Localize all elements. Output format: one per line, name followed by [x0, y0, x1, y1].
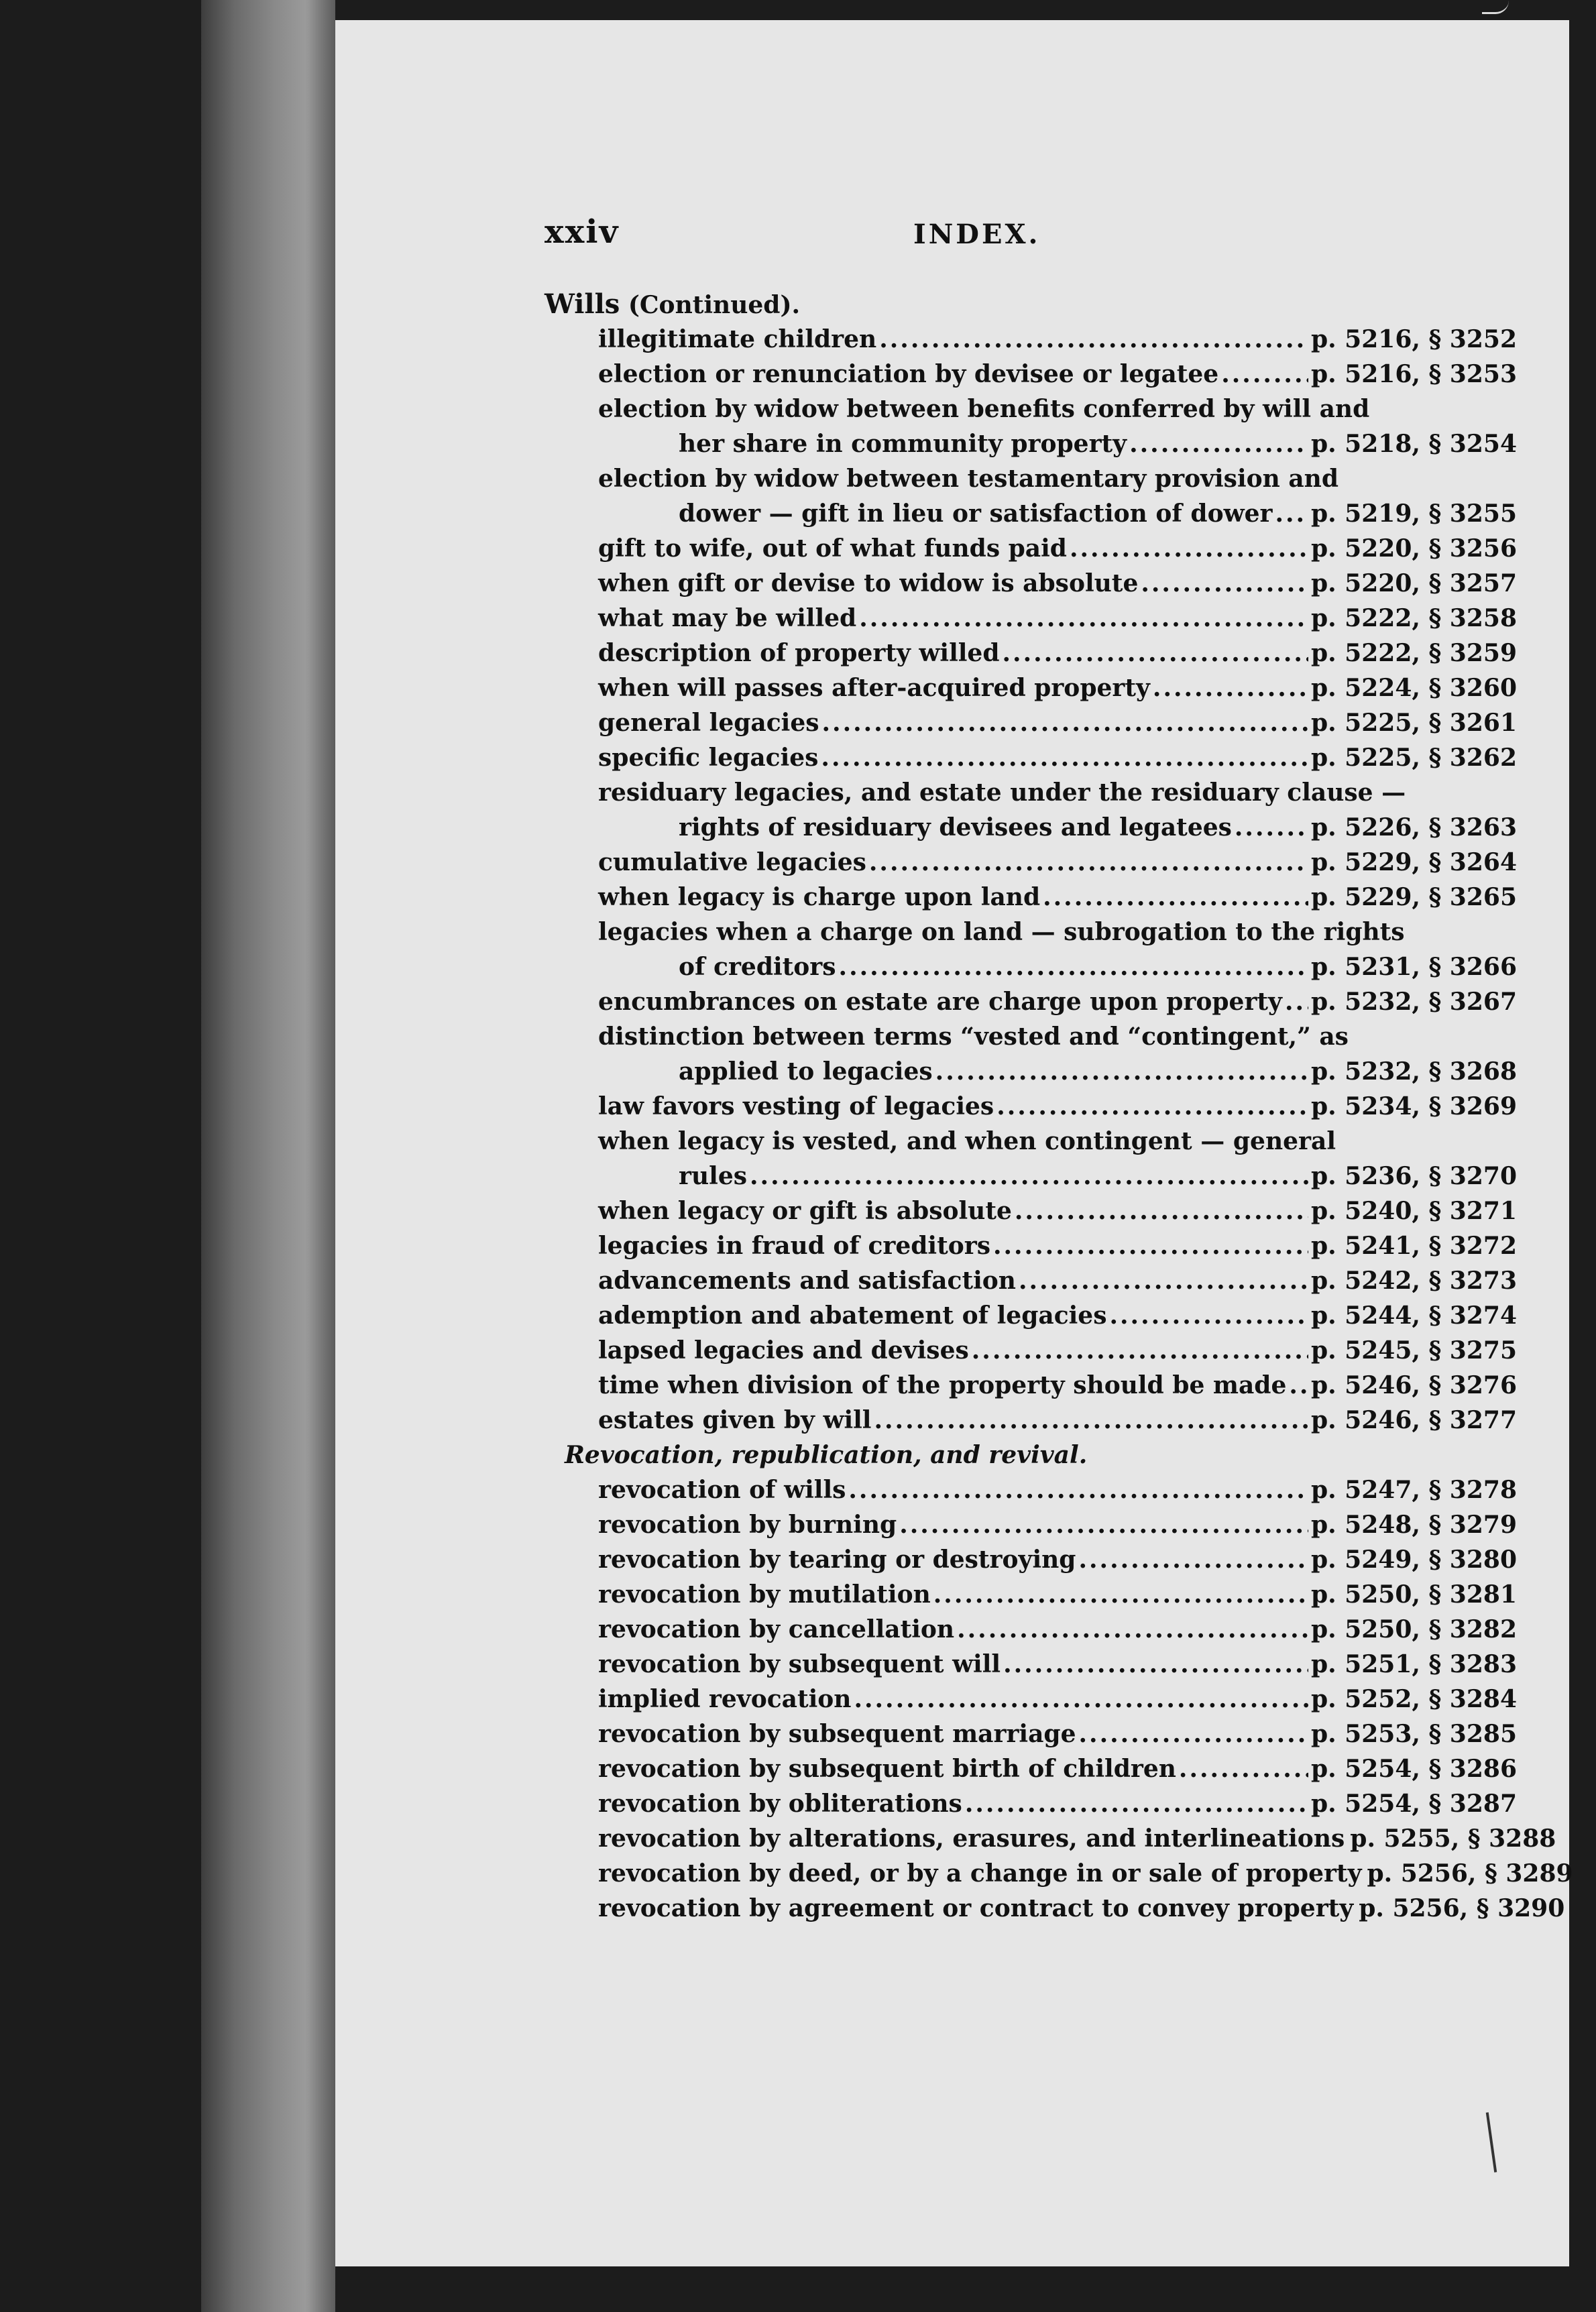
index-entry — [545, 322, 1517, 357]
entry-group-e — [545, 1089, 1517, 1124]
entry-text: when legacy or gift is absolute — [598, 1197, 1012, 1225]
dot-leader — [1285, 984, 1308, 1019]
page-number: xxiv — [545, 213, 620, 251]
index-entry — [545, 1682, 1517, 1717]
entry-line2 — [598, 1159, 1517, 1194]
index-entry — [545, 1577, 1517, 1612]
entry-line2 — [598, 949, 1517, 984]
index-entry — [545, 1403, 1517, 1438]
entry-text: revocation by mutilation — [598, 1580, 931, 1609]
entry-page-ref: p. 5222, § 3258 — [1310, 604, 1517, 632]
index-entry-multiline — [545, 461, 1517, 531]
entry-page-ref: p. 5225, § 3261 — [1310, 709, 1517, 737]
dot-leader — [839, 949, 1308, 984]
entry-page-ref: p. 5248, § 3279 — [1310, 1511, 1517, 1539]
index-entry-multiline — [545, 1124, 1517, 1194]
entry-page-ref: p. 5229, § 3264 — [1310, 848, 1517, 876]
index-entry — [545, 357, 1517, 392]
entry-page-ref: p. 5226, § 3263 — [1310, 813, 1517, 842]
heading-main: Wills — [545, 288, 620, 320]
entry-text: lapsed legacies and devises — [598, 1336, 969, 1365]
entry-text-line2: rights of residuary devisees and legatees — [679, 813, 1232, 842]
index-entry — [545, 601, 1517, 636]
entry-text-line1: residuary legacies, and estate under the residuary clause — — [598, 778, 1406, 807]
entry-text: illegitimate children — [598, 325, 877, 353]
index-entry — [545, 1647, 1517, 1682]
entry-group-c — [545, 845, 1517, 915]
entry-group-a — [545, 322, 1517, 392]
dot-leader — [957, 1612, 1308, 1647]
dot-leader — [1003, 1647, 1308, 1682]
index-entry — [545, 740, 1517, 775]
entry-text: ademption and abatement of legacies — [598, 1302, 1107, 1330]
entry-page-ref: p. 5245, § 3275 — [1310, 1336, 1517, 1365]
heading-continued: (Continued). — [628, 291, 801, 319]
entry-text-line1: legacies when a charge on land — subrogation to the rights — [598, 918, 1405, 946]
dot-leader — [1070, 531, 1308, 566]
index-entry — [545, 1891, 1565, 1926]
entry-page-ref: p. 5256, § 3290 — [1359, 1894, 1565, 1922]
entry-group-d — [545, 984, 1517, 1019]
entry-group-b — [545, 531, 1517, 775]
entry-text: cumulative legacies — [598, 848, 866, 876]
index-entry — [545, 880, 1517, 915]
entry-text: revocation by subsequent marriage — [598, 1720, 1076, 1748]
entry-text: when gift or devise to widow is absolute — [598, 569, 1139, 597]
index-entry — [545, 566, 1517, 601]
entry-page-ref: p. 5254, § 3286 — [1310, 1755, 1517, 1783]
entry-text: specific legacies — [598, 744, 819, 772]
index-entry — [545, 1751, 1517, 1786]
entry-page-ref: p. 5218, § 3254 — [1310, 430, 1517, 458]
entry-text-line1: election by widow between benefits conferred by will and — [598, 395, 1370, 423]
entry-text-line2: rules — [679, 1162, 747, 1190]
dot-leader — [848, 1472, 1308, 1507]
dot-leader — [965, 1786, 1308, 1821]
page-corner-mark — [1482, 0, 1509, 14]
entry-group-f — [545, 1194, 1517, 1438]
entry-page-ref: p. 5220, § 3256 — [1310, 534, 1517, 563]
entry-text: what may be willed — [598, 604, 857, 632]
entry-text: revocation by alterations, erasures, and interlineations — [598, 1825, 1345, 1853]
index-heading — [545, 287, 1517, 322]
index-entry — [545, 1089, 1517, 1124]
index-entry — [545, 1298, 1517, 1333]
index-subheading: Revocation, republication, and revival. — [565, 1441, 1088, 1469]
entry-line2 — [598, 810, 1517, 845]
entry-line2 — [598, 1054, 1517, 1089]
entry-page-ref: p. 5216, § 3253 — [1310, 360, 1517, 388]
dot-leader — [1109, 1298, 1308, 1333]
entry-text: revocation by agreement or contract to convey property — [598, 1894, 1354, 1922]
index-entry — [545, 1228, 1517, 1263]
dot-leader — [854, 1682, 1308, 1717]
dot-leader — [935, 1054, 1308, 1089]
entry-text: estates given by will — [598, 1406, 872, 1434]
entry-page-ref: p. 5234, § 3269 — [1310, 1092, 1517, 1120]
entry-text: when legacy is charge upon land — [598, 883, 1041, 911]
dot-leader — [1153, 671, 1308, 705]
index-entry — [545, 1717, 1517, 1751]
entry-page-ref: p. 5232, § 3268 — [1310, 1057, 1517, 1086]
entry-page-ref: p. 5236, § 3270 — [1310, 1162, 1517, 1190]
entry-text: election or renunciation by devisee or legatee — [598, 360, 1219, 388]
dot-leader — [1003, 636, 1308, 671]
index-entry — [545, 671, 1517, 705]
entry-text: revocation by deed, or by a change in or sale of property — [598, 1859, 1362, 1888]
dot-leader — [1129, 426, 1308, 461]
entry-text-line2: of creditors — [679, 953, 836, 981]
entry-page-ref: p. 5249, § 3280 — [1310, 1546, 1517, 1574]
dot-leader — [1078, 1542, 1308, 1577]
index-entry — [545, 1263, 1517, 1298]
dot-leader — [821, 740, 1308, 775]
dot-leader — [1275, 496, 1308, 531]
dot-leader — [1179, 1751, 1308, 1786]
dot-leader — [1019, 1263, 1308, 1298]
dot-leader — [1043, 880, 1308, 915]
entry-page-ref: p. 5253, § 3285 — [1310, 1720, 1517, 1748]
entry-group-g — [545, 1472, 1573, 1926]
entry-text: implied revocation — [598, 1685, 852, 1713]
index-entry — [545, 1821, 1556, 1856]
entry-text: general legacies — [598, 709, 819, 737]
entry-page-ref: p. 5220, § 3257 — [1310, 569, 1517, 597]
entry-text: revocation by subsequent will — [598, 1650, 1001, 1678]
index-entry — [545, 705, 1517, 740]
dot-leader — [859, 601, 1308, 636]
index-entry-multiline — [545, 1019, 1517, 1089]
entry-line2 — [598, 496, 1517, 531]
entry-page-ref: p. 5241, § 3272 — [1310, 1232, 1517, 1260]
entry-text: encumbrances on estate are charge upon property — [598, 988, 1282, 1016]
entry-text-line1: when legacy is vested, and when contingent — general — [598, 1127, 1336, 1155]
entry-page-ref: p. 5246, § 3276 — [1310, 1371, 1517, 1399]
entry-page-ref: p. 5250, § 3282 — [1310, 1615, 1517, 1643]
index-entry-multiline — [545, 392, 1517, 461]
dot-leader — [933, 1577, 1308, 1612]
entry-text: revocation by obliterations — [598, 1790, 962, 1818]
entry-page-ref: p. 5251, § 3283 — [1310, 1650, 1517, 1678]
dot-leader — [1015, 1194, 1308, 1228]
entry-page-ref: p. 5224, § 3260 — [1310, 674, 1517, 702]
index-entry — [545, 1542, 1517, 1577]
entry-page-ref: p. 5232, § 3267 — [1310, 988, 1517, 1016]
dot-leader — [1141, 566, 1308, 601]
dot-leader — [879, 322, 1308, 357]
entry-page-ref: p. 5216, § 3252 — [1310, 325, 1517, 353]
entry-page-ref: p. 5250, § 3281 — [1310, 1580, 1517, 1609]
entry-page-ref: p. 5240, § 3271 — [1310, 1197, 1517, 1225]
page-header — [545, 213, 1517, 260]
index-entry — [545, 1786, 1517, 1821]
entry-page-ref: p. 5256, § 3289 — [1367, 1859, 1573, 1888]
dot-leader — [899, 1507, 1308, 1542]
dot-leader — [1235, 810, 1308, 845]
index-entry — [545, 845, 1517, 880]
index-entry-multiline — [545, 775, 1517, 845]
dot-leader — [1289, 1368, 1308, 1403]
dot-leader — [993, 1228, 1308, 1263]
index-entry — [545, 531, 1517, 566]
entry-text-line1: election by widow between testamentary provision and — [598, 465, 1339, 493]
spine-shadow — [305, 0, 335, 2312]
entry-text-line2: dower — gift in lieu or satisfaction of dower — [679, 500, 1273, 528]
dot-leader — [996, 1089, 1308, 1124]
dot-leader — [1079, 1717, 1308, 1751]
entry-text-line2: applied to legacies — [679, 1057, 933, 1086]
running-title: INDEX. — [913, 219, 1041, 250]
entry-text: description of property willed — [598, 639, 1000, 667]
entry-text: when will passes after-acquired property — [598, 674, 1150, 702]
entry-page-ref: p. 5231, § 3266 — [1310, 953, 1517, 981]
entry-page-ref: p. 5254, § 3287 — [1310, 1790, 1517, 1818]
entry-text: law favors vesting of legacies — [598, 1092, 994, 1120]
entry-text: gift to wife, out of what funds paid — [598, 534, 1067, 563]
entry-page-ref: p. 5255, § 3288 — [1350, 1825, 1556, 1853]
index-body — [545, 287, 1573, 1926]
index-entry — [545, 1194, 1517, 1228]
entry-page-ref: p. 5252, § 3284 — [1310, 1685, 1517, 1713]
entry-page-ref: p. 5247, § 3278 — [1310, 1476, 1517, 1504]
index-entry — [545, 1333, 1517, 1368]
index-entry-multiline — [545, 915, 1517, 984]
entry-text: revocation by subsequent birth of children — [598, 1755, 1176, 1783]
entry-page-ref: p. 5219, § 3255 — [1310, 500, 1517, 528]
index-entry — [545, 636, 1517, 671]
index-entry — [545, 1612, 1517, 1647]
index-entry — [545, 984, 1517, 1019]
entry-page-ref: p. 5225, § 3262 — [1310, 744, 1517, 772]
entry-text: time when division of the property should be made — [598, 1371, 1287, 1399]
dot-leader — [1221, 357, 1308, 392]
dot-leader — [874, 1403, 1308, 1438]
index-entry — [545, 1856, 1573, 1891]
entry-text: legacies in fraud of creditors — [598, 1232, 990, 1260]
entry-text: advancements and satisfaction — [598, 1267, 1016, 1295]
dot-leader — [869, 845, 1308, 880]
index-entry — [545, 1368, 1517, 1403]
entry-text: revocation by tearing or destroying — [598, 1546, 1076, 1574]
entry-text: revocation of wills — [598, 1476, 846, 1504]
index-entry — [545, 1472, 1517, 1507]
entry-page-ref: p. 5229, § 3265 — [1310, 883, 1517, 911]
entry-text: revocation by cancellation — [598, 1615, 955, 1643]
entry-page-ref: p. 5222, § 3259 — [1310, 639, 1517, 667]
entry-text: revocation by burning — [598, 1511, 897, 1539]
entry-text-line2: her share in community property — [679, 430, 1127, 458]
entry-page-ref: p. 5242, § 3273 — [1310, 1267, 1517, 1295]
dot-leader — [972, 1333, 1308, 1368]
dot-leader — [750, 1159, 1308, 1194]
entry-page-ref: p. 5246, § 3277 — [1310, 1406, 1517, 1434]
entry-line2 — [598, 426, 1517, 461]
dot-leader — [822, 705, 1308, 740]
index-entry — [545, 1507, 1517, 1542]
entry-text-line1: distinction between terms “vested and “contingent,” as — [598, 1023, 1349, 1051]
entry-page-ref: p. 5244, § 3274 — [1310, 1302, 1517, 1330]
